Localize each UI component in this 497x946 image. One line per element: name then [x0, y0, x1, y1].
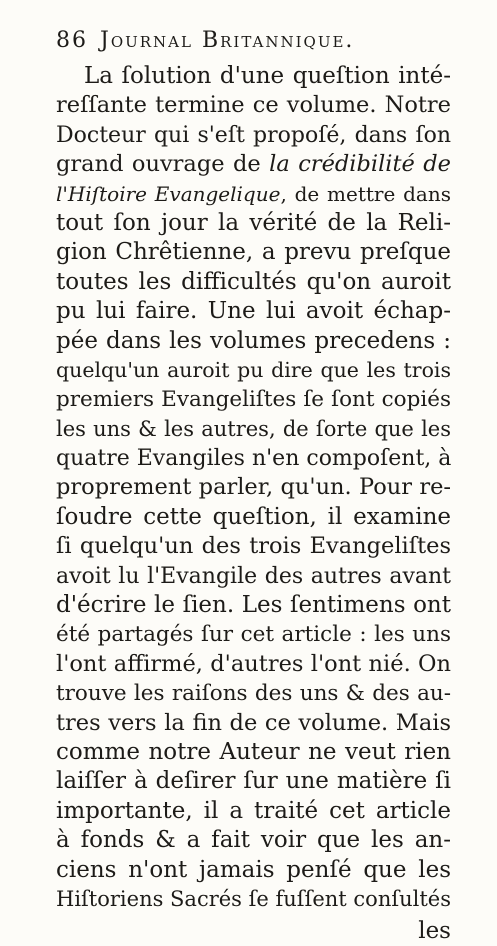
text-run: La ſolution d'une queſtion inté-	[84, 63, 451, 89]
text-run: Hiſtoriens Sacrés ſe fuſſent conſultés	[56, 886, 452, 911]
text-run: , de mettre dans	[280, 181, 451, 206]
text-line	[56, 826, 451, 855]
text-line	[56, 591, 451, 620]
text-line	[56, 679, 451, 708]
text-run: tout ſon jour la vérité de la Reli-	[56, 209, 451, 236]
text-run: pée dans les volumes precedens :	[56, 327, 451, 354]
text-line	[56, 738, 451, 767]
text-line	[56, 150, 451, 179]
text-line	[56, 797, 451, 826]
catchword: les	[418, 918, 451, 945]
text-line	[56, 327, 451, 356]
text-line	[56, 620, 451, 649]
page-number: 86	[56, 28, 88, 53]
text-line	[56, 415, 451, 444]
text-line	[56, 121, 451, 150]
text-run: les uns & les autres, de ſorte que les	[56, 416, 451, 441]
text-line	[56, 297, 451, 326]
text-line	[56, 209, 451, 238]
text-run: reſſante termine ce volume. Notre	[56, 92, 451, 119]
italic-run: la crédibilité de	[269, 151, 451, 178]
text-run: laiſſer à deſirer ſur une matière ſi	[56, 768, 451, 795]
text-run: gion Chrêtienne, a prevu preſque	[56, 239, 451, 266]
text-run: grand ouvrage de	[56, 151, 270, 178]
text-run: ciens n'ont jamais penſé que les	[56, 856, 451, 883]
text-run: d'écrire le ſien. Les ſentimens ont	[56, 592, 451, 619]
text-run: toutes les difficultés qu'on auroit	[56, 268, 451, 295]
text-line	[56, 238, 451, 267]
text-run: été partagés ſur cet article : les uns	[56, 622, 451, 648]
body-text	[56, 62, 451, 914]
text-run: ſi quelqu'un des trois Evangeliſtes	[56, 533, 451, 560]
text-run: trouve les raiſons des uns & des au-	[56, 681, 451, 707]
text-run: comme notre Auteur ne veut rien	[56, 738, 451, 765]
text-run: l'ont affirmé, d'autres l'ont nié. On	[56, 650, 451, 677]
text-line	[56, 709, 451, 738]
text-run: tres vers la fin de ce volume. Mais	[56, 709, 451, 736]
text-line	[56, 503, 451, 532]
text-line	[56, 856, 451, 885]
text-line	[56, 356, 451, 385]
text-run: importante, il a traité cet article	[56, 797, 451, 824]
text-run: avoit lu l'Evangile des autres avant	[56, 563, 451, 589]
text-line	[56, 473, 451, 502]
italic-run: l'Hiſtoire Evangelique	[56, 181, 281, 206]
text-line	[56, 268, 451, 297]
text-run: ſoudre cette queſtion, il examine	[56, 503, 451, 530]
text-run: à fonds & a fait voir que les an-	[56, 827, 451, 854]
text-line	[56, 62, 451, 91]
text-line	[56, 385, 451, 414]
text-run: quatre Evangiles n'en compoſent, à	[56, 446, 452, 472]
text-run: premiers Evangeliſtes ſe ſont copiés	[56, 387, 451, 413]
text-line	[56, 180, 451, 209]
running-title: Journal Britannique.	[100, 28, 355, 53]
text-line	[56, 532, 451, 561]
text-run: Docteur qui s'eſt propoſé, dans ſon	[56, 122, 451, 148]
text-line	[56, 562, 451, 591]
text-line	[56, 91, 451, 120]
text-run: quelqu'un auroit pu dire que les trois	[56, 357, 451, 382]
text-line	[56, 650, 451, 679]
text-line	[56, 767, 451, 796]
text-run: proprement parler, qu'un. Pour re-	[56, 474, 451, 501]
text-run: pu lui faire. Une lui avoit échap-	[56, 298, 451, 325]
text-line	[56, 444, 451, 473]
running-head	[56, 28, 451, 62]
